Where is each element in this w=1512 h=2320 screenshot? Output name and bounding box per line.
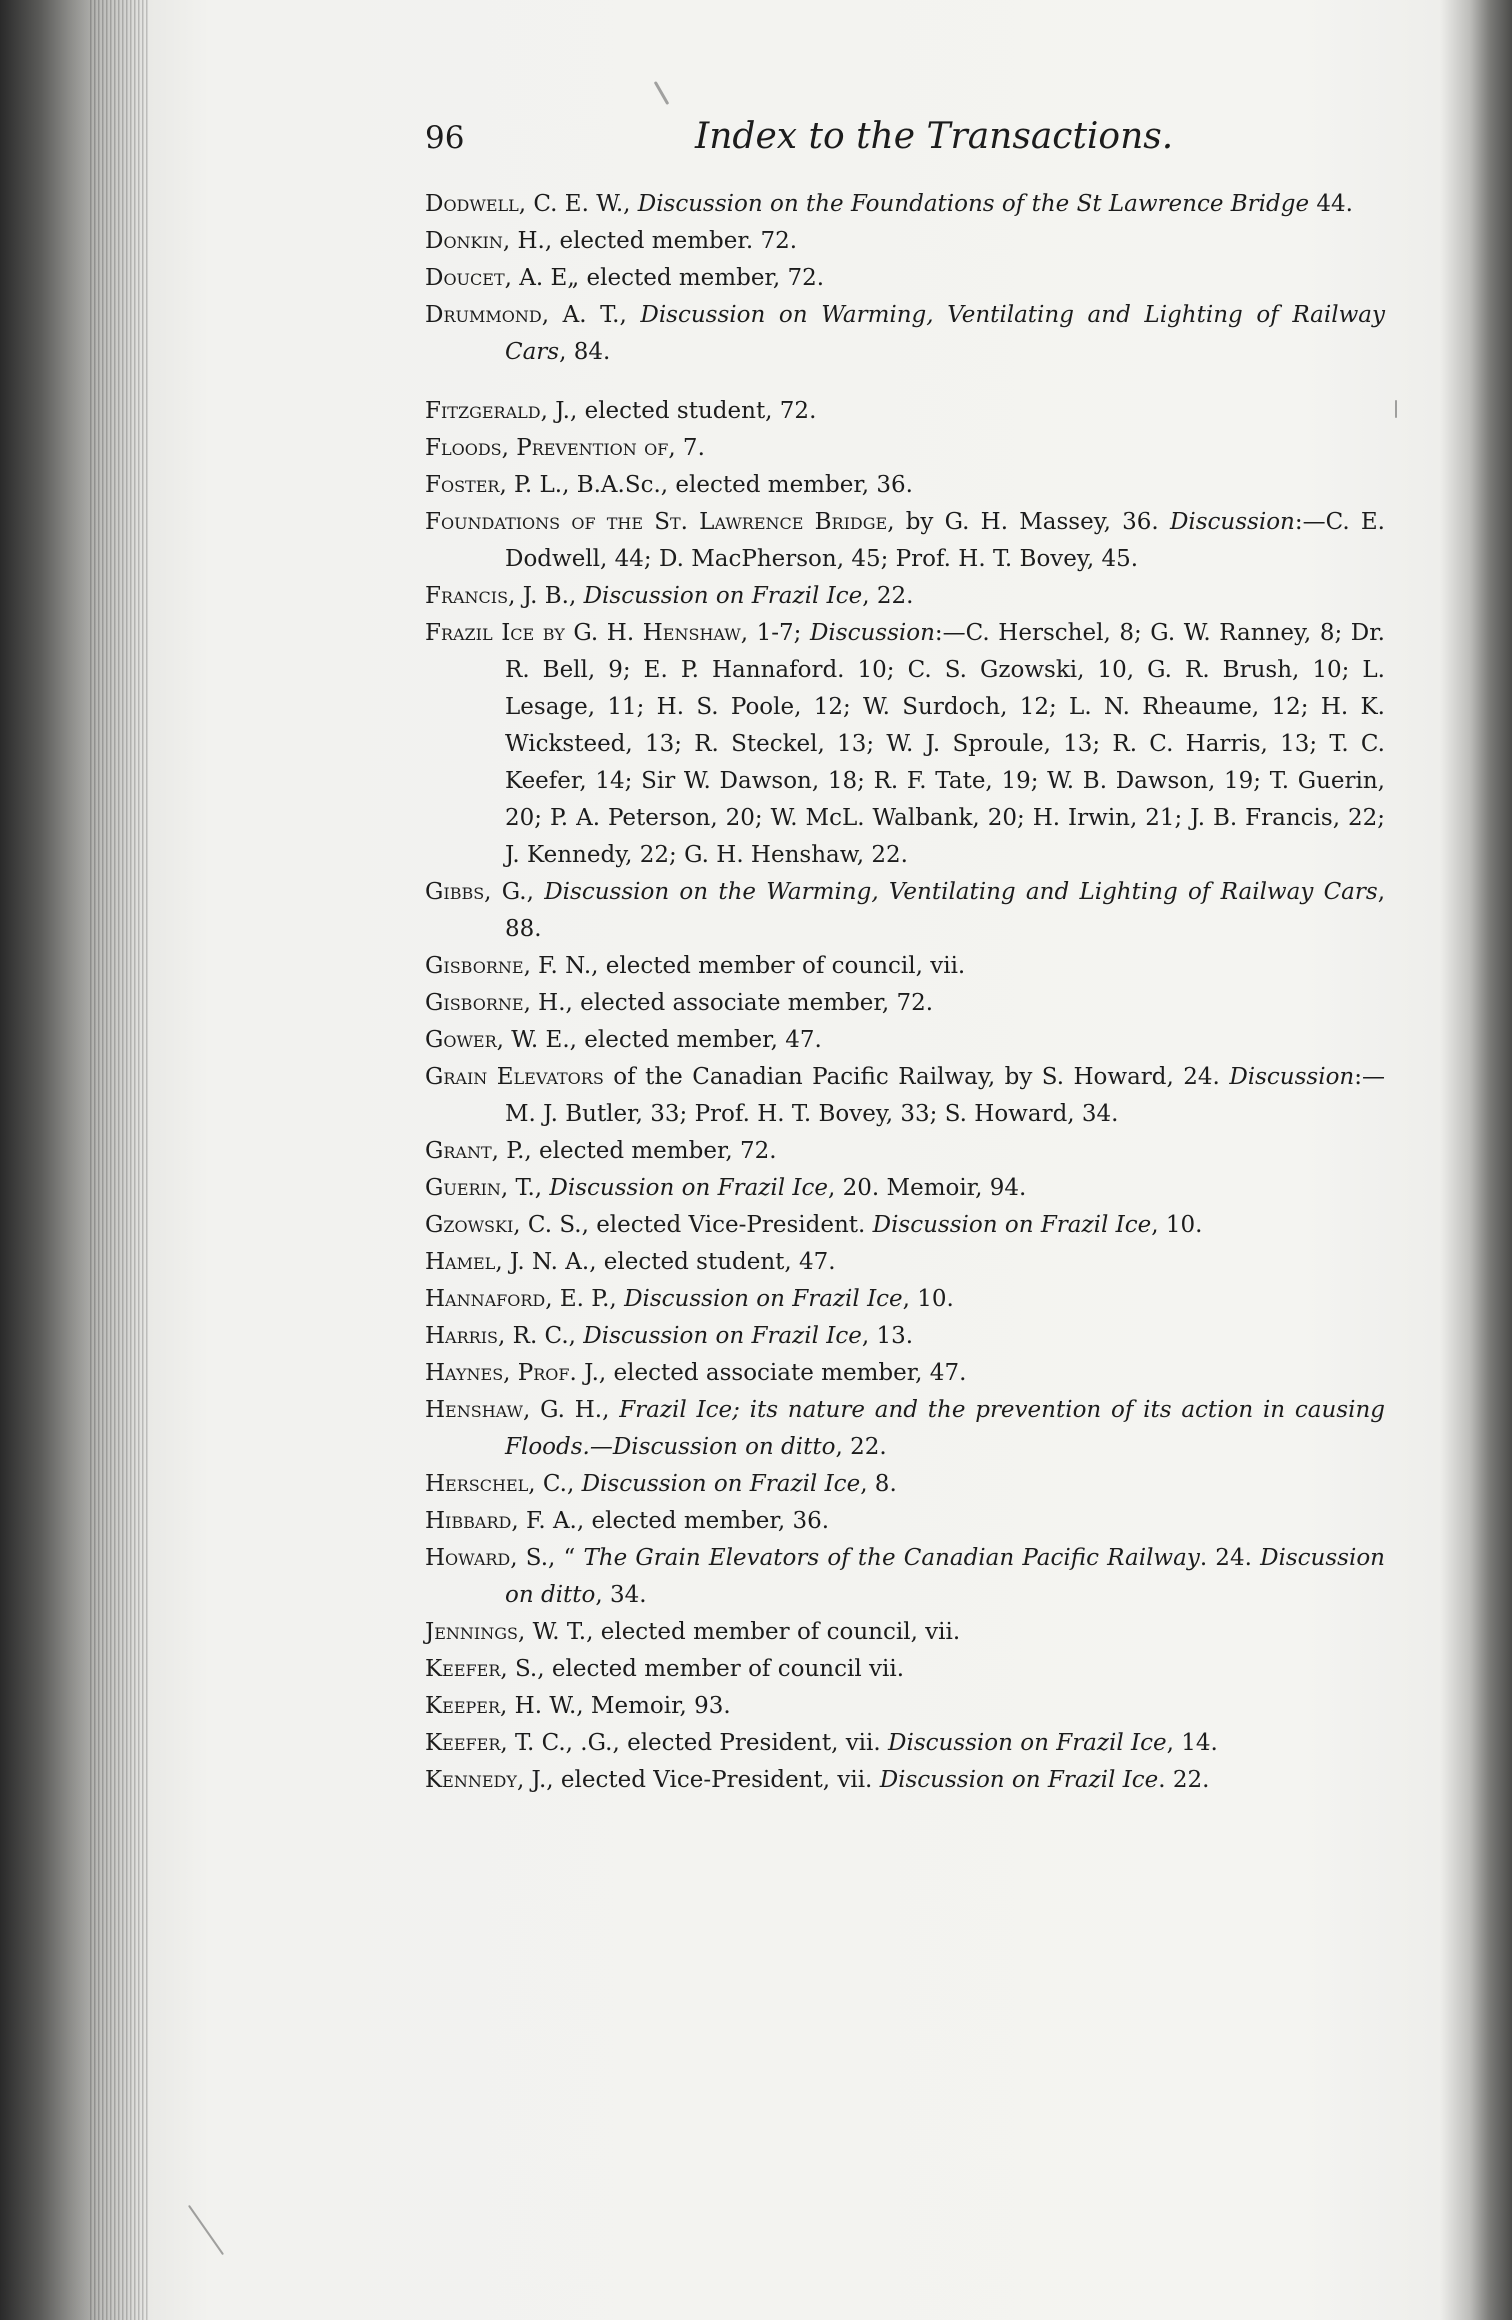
scan-speck bbox=[654, 81, 670, 105]
entry-text: , 8. bbox=[860, 1471, 897, 1497]
book-page-edges bbox=[90, 0, 150, 2320]
index-entry bbox=[425, 1392, 1385, 1466]
entry-heading: Keefer bbox=[425, 1730, 501, 1756]
index-entry bbox=[425, 985, 1385, 1022]
entry-heading: Floods, Prevention of bbox=[425, 435, 669, 461]
entry-text: , H., elected member. 72. bbox=[502, 228, 798, 254]
entry-title-italic: Discussion bbox=[1169, 509, 1295, 535]
entry-text: , C. E. W., bbox=[518, 191, 638, 217]
index-entry bbox=[425, 1281, 1385, 1318]
entry-text: , 84. bbox=[559, 339, 611, 365]
entry-text: , F. N., elected member of council, vii. bbox=[523, 953, 966, 979]
entry-text: , C., bbox=[528, 1471, 582, 1497]
entry-heading: Gisborne bbox=[425, 990, 524, 1016]
entry-heading: Foundations of the St. Lawrence Bridge bbox=[425, 509, 888, 535]
entry-text: , 88. bbox=[505, 879, 1386, 942]
entry-text: , P., elected member, 72. bbox=[491, 1138, 777, 1164]
index-entry bbox=[425, 393, 1385, 430]
page-number: 96 bbox=[425, 120, 465, 156]
entry-title-italic: Discussion on Frazil Ice bbox=[624, 1286, 903, 1312]
index-entry bbox=[425, 1355, 1385, 1392]
entry-heading: Gibbs bbox=[425, 879, 485, 905]
entry-heading: Drummond bbox=[425, 302, 542, 328]
entry-text: , A. T., bbox=[541, 302, 641, 328]
entry-text: , S., elected member of council vii. bbox=[500, 1656, 905, 1682]
entry-text: J., elected associate member, 47. bbox=[576, 1360, 967, 1386]
entry-heading: Haynes, Prof. bbox=[425, 1360, 577, 1386]
entry-text: , 10. bbox=[902, 1286, 954, 1312]
index-entry bbox=[425, 297, 1385, 371]
index-entry bbox=[425, 1466, 1385, 1503]
entry-text: , 22. bbox=[835, 1434, 887, 1460]
index-entry bbox=[425, 1688, 1385, 1725]
entry-heading: Henshaw bbox=[425, 1397, 524, 1423]
entry-title-italic: Frazil Ice; its nature and the prevention of its action in causing Floods.—Discussion on ditto bbox=[505, 1397, 1386, 1460]
entry-text: , 20. Memoir, 94. bbox=[828, 1175, 1027, 1201]
entry-title-italic: Discussion on Warming, Ventilating and Lighting of Railway Cars bbox=[505, 302, 1385, 365]
entry-title-italic: Discussion on the Foundations of the St Lawrence Bridge bbox=[637, 191, 1310, 217]
entry-text: , C. S., elected Vice-President. bbox=[513, 1212, 873, 1238]
entry-heading: Gzowski bbox=[425, 1212, 514, 1238]
entry-heading: Gower bbox=[425, 1027, 497, 1053]
entry-heading: Frazil Ice by G. H. Henshaw bbox=[425, 620, 741, 646]
index-entry bbox=[425, 1170, 1385, 1207]
entry-text: , T., bbox=[500, 1175, 550, 1201]
index-entry bbox=[425, 1651, 1385, 1688]
entry-heading: Jennings bbox=[425, 1619, 518, 1645]
entry-title-italic: Discussion on ditto bbox=[505, 1545, 1385, 1608]
index-entry bbox=[425, 1059, 1385, 1133]
scan-speck bbox=[188, 2205, 224, 2255]
entry-heading: Grant bbox=[425, 1138, 492, 1164]
entry-heading: Doucet bbox=[425, 265, 505, 291]
entry-heading: Francis bbox=[425, 583, 509, 609]
entry-heading: Harris bbox=[425, 1323, 498, 1349]
entry-heading: Guerin bbox=[425, 1175, 501, 1201]
running-title: Index to the Transactions. bbox=[695, 116, 1174, 157]
index-entry bbox=[425, 615, 1385, 874]
entry-title-italic: The Grain Elevators of the Canadian Pacific Railway bbox=[583, 1545, 1200, 1571]
entry-text: 44. bbox=[1309, 191, 1353, 217]
index-entry bbox=[425, 874, 1385, 948]
entry-text: , J., elected student, 72. bbox=[540, 398, 817, 424]
entry-title-italic: Discussion on Frazil Ice bbox=[583, 583, 863, 609]
entry-heading: Hibbard bbox=[425, 1508, 512, 1534]
entry-title-italic: Discussion on the Warming, Ventilating and Lighting of Railway Cars bbox=[544, 879, 1378, 905]
index-entry bbox=[425, 1725, 1385, 1762]
index-entry bbox=[425, 223, 1385, 260]
entry-heading: Herschel bbox=[425, 1471, 529, 1497]
entry-text: :—C. Herschel, 8; G. W. Ranney, 8; Dr. R. Bell, 9; E. P. Hannaford. 10; C. S. Gzowski, 10, G. R. Brush, 10; L. Lesage, 11; H. S. Poole, 12; W. Surdoch, 12; L. N. Rheaume, 12; H. K. Wicksteed, 13; R. Steckel, 13; W. J. Sproule, 13; R. C. Harris, 13; T. C. Keefer, 14; Sir W. Dawson, 18; R. F. Tate, 19; W. B. Dawson, 19; T. Guerin, 20; P. A. Peterson, 20; W. McL. Walbank, 20; H. Irwin, 21; J. B. Francis, 22; J. Kennedy, 22; G. H. Henshaw, 22. bbox=[505, 620, 1385, 868]
index-entry bbox=[425, 1762, 1385, 1799]
entry-text: , 10. bbox=[1151, 1212, 1203, 1238]
entry-heading: Keeper bbox=[425, 1693, 501, 1719]
entry-heading: Howard bbox=[425, 1545, 511, 1571]
entry-heading: Grain Elevators bbox=[425, 1064, 604, 1090]
entry-text: , P. L., B.A.Sc., elected member, 36. bbox=[499, 472, 913, 498]
entry-text: , H. W., Memoir, 93. bbox=[500, 1693, 731, 1719]
entry-title-italic: Discussion on Frazil Ice bbox=[549, 1175, 829, 1201]
entry-text: :—M. J. Butler, 33; Prof. H. T. Bovey, 33; S. Howard, 34. bbox=[505, 1064, 1385, 1127]
entry-heading: Hamel bbox=[425, 1249, 496, 1275]
entry-text: , H., elected associate member, 72. bbox=[523, 990, 934, 1016]
running-head bbox=[425, 118, 1385, 178]
index-entry bbox=[425, 1540, 1385, 1614]
entry-text: . 24. bbox=[1199, 1545, 1261, 1571]
entry-text: , R. C., bbox=[498, 1323, 584, 1349]
entry-text: , W. T., elected member of council, vii. bbox=[517, 1619, 961, 1645]
entry-heading: Gisborne bbox=[425, 953, 524, 979]
index-entry bbox=[425, 1133, 1385, 1170]
entry-text: , A. E„ elected member, 72. bbox=[504, 265, 825, 291]
entry-heading: Donkin bbox=[425, 228, 503, 254]
entry-text: . 22. bbox=[1158, 1767, 1210, 1793]
entry-text: , by G. H. Massey, 36. bbox=[887, 509, 1170, 535]
entry-heading: Dodwell bbox=[425, 191, 519, 217]
index-entry bbox=[425, 1503, 1385, 1540]
scan-speck bbox=[1395, 400, 1397, 418]
entry-text: , J., elected Vice-President, vii. bbox=[516, 1767, 880, 1793]
entry-text: , F. A., elected member, 36. bbox=[511, 1508, 830, 1534]
index-entry bbox=[425, 1207, 1385, 1244]
index-entry bbox=[425, 467, 1385, 504]
entry-title-italic: Discussion bbox=[809, 620, 935, 646]
entry-heading: Foster bbox=[425, 472, 500, 498]
entry-text: , T. C., .G., elected President, vii. bbox=[500, 1730, 889, 1756]
entry-text: , 34. bbox=[595, 1582, 647, 1608]
entry-title-italic: Discussion on Frazil Ice bbox=[581, 1471, 861, 1497]
entry-text: , W. E., elected member, 47. bbox=[496, 1027, 822, 1053]
index-entry bbox=[425, 1244, 1385, 1281]
index-entries bbox=[425, 186, 1385, 1799]
index-entry bbox=[425, 1022, 1385, 1059]
entry-text: , G. H., bbox=[523, 1397, 620, 1423]
entry-title-italic: Discussion on Frazil Ice bbox=[888, 1730, 1167, 1756]
entry-title-italic: Discussion on Frazil Ice bbox=[879, 1767, 1159, 1793]
entry-text: , 22. bbox=[862, 583, 914, 609]
index-entry bbox=[425, 504, 1385, 578]
index-page bbox=[425, 118, 1385, 1799]
index-entry bbox=[425, 578, 1385, 615]
entry-heading: Kennedy bbox=[425, 1767, 517, 1793]
entry-text: :—C. E. Dodwell, 44; D. MacPherson, 45; Prof. H. T. Bovey, 45. bbox=[505, 509, 1385, 572]
entry-text: , 13. bbox=[861, 1323, 914, 1349]
entry-text: , 1-7; bbox=[740, 620, 810, 646]
entry-heading: Keefer bbox=[425, 1656, 501, 1682]
entry-text: , 7. bbox=[668, 435, 705, 461]
entry-text: , E. P., bbox=[545, 1286, 625, 1312]
index-entry bbox=[425, 1318, 1385, 1355]
index-entry bbox=[425, 430, 1385, 467]
entry-text: , 14. bbox=[1166, 1730, 1218, 1756]
entry-heading: Fitzgerald bbox=[425, 398, 541, 424]
entry-title-italic: Discussion on Frazil Ice bbox=[583, 1323, 862, 1349]
entry-text: , G., bbox=[484, 879, 545, 905]
index-entry bbox=[425, 186, 1385, 223]
index-entry bbox=[425, 260, 1385, 297]
entry-text: , J. N. A., elected student, 47. bbox=[495, 1249, 836, 1275]
entry-heading: Hannaford bbox=[425, 1286, 546, 1312]
entry-text: , J. B., bbox=[508, 583, 584, 609]
entry-text: , S., “ bbox=[510, 1545, 584, 1571]
entry-title-italic: Discussion bbox=[1229, 1064, 1355, 1090]
entry-title-italic: Discussion on Frazil Ice bbox=[872, 1212, 1152, 1238]
index-entry bbox=[425, 948, 1385, 985]
index-entry bbox=[425, 1614, 1385, 1651]
entry-text: of the Canadian Pacific Railway, by S. Howard, 24. bbox=[603, 1064, 1230, 1090]
